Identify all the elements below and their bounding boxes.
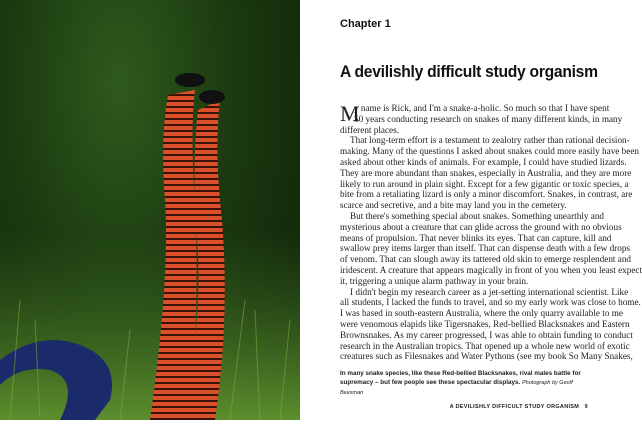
- body-line: making. Many of the questions I asked about snakes could more easily have been: [340, 146, 640, 157]
- body-line: I was based in south-eastern Australia, where the only quarry available to me: [340, 308, 623, 319]
- body-text: [340, 101, 642, 362]
- page-number: 9: [584, 404, 588, 410]
- body-line: different places.: [340, 124, 400, 135]
- snake-photo: [0, 0, 300, 420]
- body-line: iridescent. A creature that appears magically in front of you when you least expect: [340, 264, 642, 275]
- body-line: scarce and secretive, and a bite may land you in the cemetery.: [340, 200, 567, 211]
- body-line: 50 years conducting research on snakes of many different kinds, in many: [354, 113, 623, 124]
- body-line: all students, I lacked the funds to travel, and so my early work was close to home.: [340, 297, 641, 308]
- chapter-label: Chapter 1: [340, 18, 391, 30]
- drop-cap: M: [340, 101, 360, 126]
- body-line: of venom. That can slough away its tattered old skin to emerge resplendent and: [340, 254, 632, 265]
- body-line: likely to run around in plain sight. Except for a few gigantic or toxic species, a: [340, 178, 629, 189]
- body-line: They are more abundant than snakes, especially in Australia, and they are more: [340, 167, 632, 178]
- photo-credit: Photograph by Geoff Beesman: [340, 380, 573, 396]
- body-line: it, triggering a unique alarm pathway in your brain.: [340, 275, 529, 286]
- body-line: means of propulsion. That never blinks its eyes. That can capture, kill and: [340, 232, 612, 243]
- running-footer: [450, 404, 588, 410]
- body-line: That long-term effort is a testament to zealotry rather than rational decision-: [350, 135, 630, 146]
- body-line: bite from a retaliating lizard is only a minor discomfort. Snakes, in contrast, are: [340, 189, 633, 200]
- footer-title: A DEVILISHLY DIFFICULT STUDY ORGANISM: [449, 404, 580, 410]
- photo-caption: [340, 369, 590, 398]
- body-line: creatures such as Filesnakes and Water Pythons (see my book So Many Snakes,: [340, 351, 633, 362]
- body-line: Brownsnakes. As my career progressed, I was able to obtain funding to conduct: [340, 329, 633, 340]
- body-line: were venomous elapids like Tigersnakes, Red-bellied Blacksnakes and Eastern: [340, 318, 630, 329]
- text-page: [300, 0, 642, 420]
- body-line: mysterious about a creature that can glide across the ground with no obvious: [340, 221, 622, 232]
- caption-text: In many snake species, like these Red-bellied Blacksnakes, rival males battle for supremacy – but few people see these spectacular displays.: [340, 370, 581, 386]
- red-bellied-blacksnakes-image: [0, 0, 300, 420]
- body-line: y name is Rick, and I'm a snake-a-holic. So much so that I have spent: [354, 103, 610, 113]
- opening-lines-text: [354, 103, 623, 125]
- opening-lines: [340, 101, 623, 126]
- body-line: asked about other kinds of animals. For example, I could have studied lizards.: [340, 156, 627, 167]
- body-line: I didn't begin my research career as a jet-setting international scientist. Like: [350, 286, 629, 297]
- body-line: But there's something special about snakes. Something unearthly and: [350, 210, 605, 221]
- body-line: swallow prey items larger than itself. That can dispense death with a few drops: [340, 243, 631, 254]
- chapter-title: A devilishly difficult study organism: [340, 62, 598, 81]
- body-line: research in the Australian tropics. That opened up a whole new world of exotic: [340, 340, 630, 351]
